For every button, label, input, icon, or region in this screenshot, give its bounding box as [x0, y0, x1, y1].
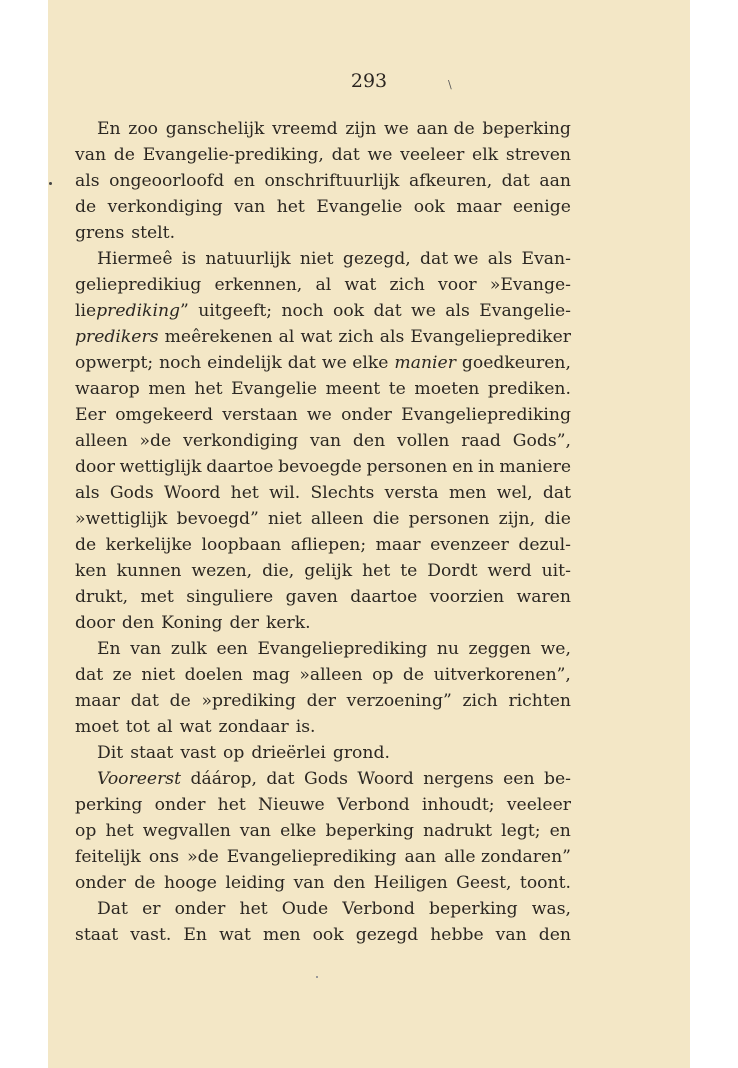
word: »prediking [201, 691, 296, 711]
word: elke [280, 821, 317, 841]
margin-dot [49, 182, 52, 185]
text-line [75, 714, 571, 740]
text-line [75, 740, 571, 766]
book-page [48, 0, 690, 1068]
word: Evangelieprediking [226, 847, 397, 867]
word: mag [252, 665, 290, 685]
word: onder [174, 899, 226, 919]
word: afkeuren, [408, 171, 493, 191]
word: zich [462, 691, 498, 711]
word: uit- [541, 561, 571, 581]
word: wat [344, 275, 377, 295]
word: door [75, 613, 115, 633]
word: zeggen [468, 639, 532, 659]
word: en [452, 457, 474, 477]
word: niet [268, 509, 302, 529]
word: wat [300, 327, 333, 347]
word: het [276, 197, 305, 217]
word: ongeoorloofd [109, 171, 225, 191]
word: wezen, [191, 561, 253, 581]
word: daartoe [350, 587, 418, 607]
word: eindelijk [207, 353, 282, 373]
word: zich [389, 275, 425, 295]
word: door [75, 457, 115, 477]
word: als [379, 327, 405, 347]
word: niet [299, 249, 334, 269]
word: meêrekenen [164, 327, 273, 347]
word: bevoegde [278, 457, 362, 477]
word: wat [219, 925, 251, 945]
word: personen [366, 457, 448, 477]
text-line [75, 532, 571, 558]
word: omgekeerd [115, 405, 213, 425]
word: uitverkorenen”, [433, 665, 571, 685]
word: veeleer [400, 145, 465, 165]
word: natuurlijk [205, 249, 291, 269]
word: was, [531, 899, 571, 919]
word: alle zondaren” [444, 847, 571, 867]
word: dat [266, 769, 295, 789]
word: versta [384, 483, 439, 503]
word: prediken. [487, 379, 571, 399]
word: geliepredikiug [75, 275, 202, 295]
word: perking [75, 795, 143, 815]
word: kunnen [116, 561, 182, 581]
text-line [75, 116, 571, 142]
word: dat [542, 483, 571, 503]
text-line [75, 428, 571, 454]
word: uitgeeft; [198, 301, 273, 321]
word: zich [338, 327, 374, 347]
text-line [75, 636, 571, 662]
text-line [75, 246, 571, 272]
word: dat [331, 145, 360, 165]
text-line [75, 142, 571, 168]
word: moeten [414, 379, 480, 399]
text-line [75, 298, 571, 324]
word: al [315, 275, 332, 295]
word: ganschelijk [165, 119, 265, 139]
word: nu [436, 639, 459, 659]
text-line [75, 376, 571, 402]
word: zondaar [218, 717, 289, 737]
word: het [105, 821, 134, 841]
word: wegvallen [142, 821, 231, 841]
word: op [75, 821, 97, 841]
word: leiding [225, 873, 286, 893]
word: predikers [75, 327, 159, 347]
word: onder [341, 405, 392, 425]
word: we [367, 145, 393, 165]
word: en [549, 821, 571, 841]
word: als [75, 483, 100, 503]
word: Geest, [456, 873, 512, 893]
word: En [97, 639, 121, 659]
word: Evangelie [231, 379, 318, 399]
word: feitelijk [75, 847, 141, 867]
word: Evangelie-prediking, [142, 145, 324, 165]
word: vollen [397, 431, 450, 451]
text-line [75, 324, 571, 350]
word: staat [130, 743, 174, 763]
word: al [156, 717, 173, 737]
word: Evan- [521, 249, 571, 269]
word: elk [472, 145, 499, 165]
word: verkondiging [183, 431, 299, 451]
word: de [113, 145, 135, 165]
word: voor [438, 275, 477, 295]
word: die, [262, 561, 295, 581]
word: we [411, 301, 436, 321]
word: goedkeuren, [461, 353, 571, 373]
text-line [75, 792, 571, 818]
word: gezegd [355, 925, 419, 945]
word: inhoudt; [421, 795, 495, 815]
word: ook [413, 197, 445, 217]
word: staat [75, 925, 119, 945]
word: en [233, 171, 255, 191]
word: een [216, 639, 248, 659]
word: gelijk [304, 561, 353, 581]
word: Gods [304, 769, 348, 789]
text-line [75, 584, 571, 610]
word: met [140, 587, 174, 607]
word: van [130, 639, 162, 659]
word: Koning [161, 613, 223, 633]
text-line [75, 168, 571, 194]
word: den [121, 613, 155, 633]
word: zulk [170, 639, 207, 659]
word: men [448, 483, 487, 503]
word: werd [487, 561, 532, 581]
word: Woord [163, 483, 221, 503]
word: dat [373, 301, 402, 321]
text-line [75, 194, 571, 220]
word: kerkelijke [105, 535, 192, 555]
bottom-mark [316, 976, 318, 978]
word: die [544, 509, 571, 529]
word: vreemd [272, 119, 338, 139]
body-text [75, 116, 571, 948]
word: Dat [97, 899, 128, 919]
word: verzoening” [346, 691, 452, 711]
word: dat [130, 691, 159, 711]
word: ze [112, 665, 132, 685]
text-line [75, 402, 571, 428]
word: maar [456, 197, 502, 217]
word: nergens [423, 769, 494, 789]
word: Evangelieprediker [410, 327, 571, 347]
word: Heiligen [373, 873, 448, 893]
word: dezul- [518, 535, 571, 555]
word: be- [543, 769, 571, 789]
word: maar [375, 535, 421, 555]
word: niet [141, 665, 176, 685]
word: erkennen, [214, 275, 303, 295]
word: het [239, 899, 268, 919]
word: dáárop, [190, 769, 257, 789]
word: richten [508, 691, 571, 711]
word: vast [180, 743, 217, 763]
word: Dit [97, 743, 124, 763]
word: Dordt [427, 561, 478, 581]
word: Gods [109, 483, 154, 503]
word: waren [516, 587, 571, 607]
word: de [402, 665, 425, 685]
word: dat [75, 665, 104, 685]
word: Nieuwe [258, 795, 325, 815]
word: verkondiging [107, 197, 223, 217]
page-number: 293 [350, 70, 388, 92]
word: grens [75, 223, 125, 243]
word: kerk. [265, 613, 311, 633]
word: raad [461, 431, 501, 451]
word: het [194, 379, 223, 399]
word: Woord [357, 769, 414, 789]
word: doelen [184, 665, 243, 685]
word: Eer [75, 405, 106, 425]
word: Evangelieprediking [401, 405, 571, 425]
word: meent [325, 379, 381, 399]
word: zijn [345, 119, 377, 139]
word: drukt, [75, 587, 129, 607]
word: het [217, 795, 246, 815]
word: het [362, 561, 391, 581]
word: Evangelie- [479, 301, 571, 321]
word: de [75, 535, 97, 555]
word: onschriftuurlijk [264, 171, 400, 191]
word: streven [505, 145, 571, 165]
word: van [293, 873, 325, 893]
word: dat [501, 171, 530, 191]
word: den [538, 925, 571, 945]
word: we [383, 119, 409, 139]
word: zoo [128, 119, 159, 139]
text-line [75, 766, 571, 792]
text-line [75, 688, 571, 714]
text-line [75, 662, 571, 688]
word: van [75, 145, 107, 165]
word: de [75, 197, 97, 217]
word: maar [75, 691, 121, 711]
text-line [75, 480, 571, 506]
word: »de [187, 847, 219, 867]
word: veeleer [506, 795, 571, 815]
word: op [372, 665, 394, 685]
text-line [75, 272, 571, 298]
text-line [75, 922, 571, 948]
word: eenige [512, 197, 571, 217]
word: drieërlei [251, 743, 326, 763]
word: der [229, 613, 259, 633]
word: »alleen [299, 665, 363, 685]
word: grond. [332, 743, 390, 763]
word: »de [139, 431, 172, 451]
word: hooge [163, 873, 217, 893]
word: wel, [496, 483, 533, 503]
word: stelt. [131, 223, 176, 243]
word: Verbond [342, 899, 415, 919]
word: de [134, 873, 156, 893]
word: ons [148, 847, 180, 867]
word: de [169, 691, 191, 711]
word: van [234, 197, 266, 217]
word: Hiermeê [97, 249, 173, 269]
text-line [75, 610, 571, 636]
word: maniere [499, 457, 571, 477]
word: verstaan [222, 405, 298, 425]
word: als [75, 171, 100, 191]
word: beperking [482, 119, 571, 139]
word: onder [75, 873, 126, 893]
word: toont. [519, 873, 571, 893]
word: waarop [75, 379, 140, 399]
word: lieprediking” [75, 301, 189, 321]
word: nadrukt [423, 821, 493, 841]
word: singuliere [186, 587, 274, 607]
word: onder [154, 795, 206, 815]
word: den [352, 431, 386, 451]
word: is. [295, 717, 316, 737]
word: op [223, 743, 245, 763]
word: van [310, 431, 342, 451]
word: te [400, 561, 418, 581]
word: het [230, 483, 259, 503]
word: als [487, 249, 513, 269]
word: personen [408, 509, 490, 529]
text-line [75, 818, 571, 844]
word: men [262, 925, 301, 945]
word: bevoegd” [176, 509, 259, 529]
word: alleen [310, 509, 364, 529]
text-line [75, 454, 571, 480]
text-line [75, 558, 571, 584]
word: dat we [419, 249, 479, 269]
word: aan [404, 847, 437, 867]
word: die [372, 509, 400, 529]
word: manier [394, 353, 456, 373]
word: zijn, [498, 509, 536, 529]
word: wil. [269, 483, 301, 503]
word: aan [539, 171, 571, 191]
text-line [75, 506, 571, 532]
word: we, [540, 639, 571, 659]
word: Slechts [310, 483, 375, 503]
word: er [142, 899, 161, 919]
word: beperking [429, 899, 518, 919]
word: alleen [75, 431, 128, 451]
word: noch [159, 353, 202, 373]
word: als [445, 301, 470, 321]
word: »Evange- [489, 275, 571, 295]
word: ken [75, 561, 107, 581]
text-line [75, 896, 571, 922]
word: beperking [325, 821, 414, 841]
word: we elke [321, 353, 389, 373]
word: Evangelieprediking [257, 639, 428, 659]
word: dat [287, 353, 316, 373]
word: loopbaan [201, 535, 282, 555]
word: een [503, 769, 535, 789]
word: voorzien [429, 587, 505, 607]
word: legt; [501, 821, 541, 841]
word: wettiglijk [119, 457, 202, 477]
word: En [183, 925, 208, 945]
word: »wettiglijk [75, 509, 168, 529]
word: hebbe [430, 925, 484, 945]
word: te [388, 379, 406, 399]
word: we [306, 405, 332, 425]
word: moet [75, 717, 119, 737]
word: den [333, 873, 366, 893]
word: in [478, 457, 495, 477]
word: Gods”, [512, 431, 571, 451]
word: men [148, 379, 186, 399]
word: van [495, 925, 527, 945]
word: Verbond [336, 795, 410, 815]
word: al [278, 327, 295, 347]
word: daartoe [206, 457, 274, 477]
word: gaven [285, 587, 338, 607]
word: aan de [416, 119, 475, 139]
stray-mark: \ [448, 78, 452, 91]
word: opwerpt; [75, 353, 154, 373]
text-line [75, 870, 571, 896]
word: Vooreerst [97, 769, 182, 789]
word: ook [332, 301, 365, 321]
word: gezegd, [342, 249, 411, 269]
word: der [306, 691, 336, 711]
word: En [97, 119, 121, 139]
word: vast. [130, 925, 172, 945]
word: ook [312, 925, 344, 945]
word: noch [281, 301, 324, 321]
word: Oude [281, 899, 329, 919]
word: wat [179, 717, 212, 737]
word: van [239, 821, 271, 841]
text-line [75, 220, 571, 246]
word: afliepen; [290, 535, 367, 555]
text-line [75, 844, 571, 870]
word: is [181, 249, 197, 269]
text-line [75, 350, 571, 376]
word: evenzeer [430, 535, 509, 555]
word: Evangelie [316, 197, 403, 217]
word: tot [125, 717, 150, 737]
